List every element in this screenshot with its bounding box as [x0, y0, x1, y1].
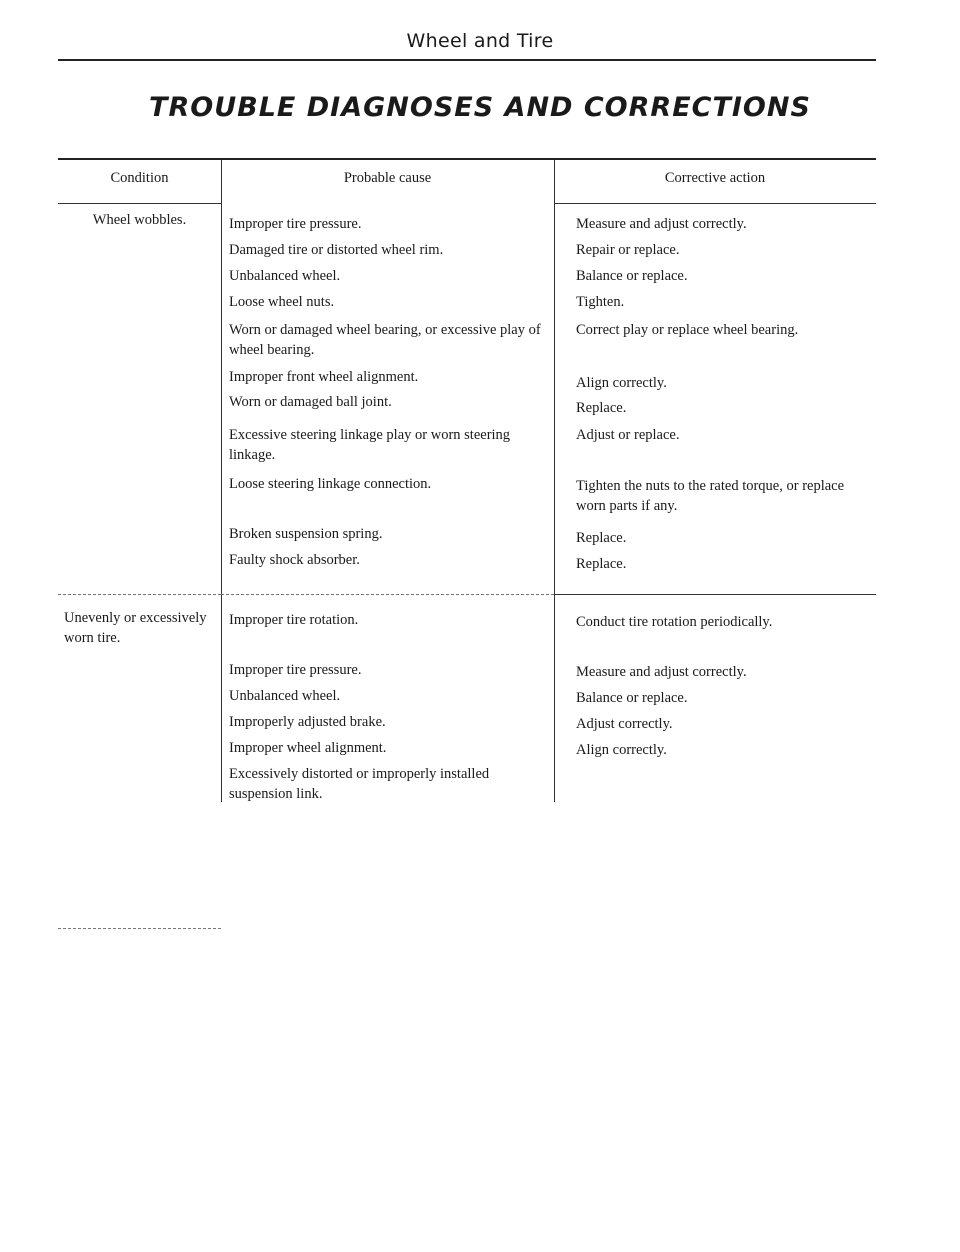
column-header-action: Corrective action — [664, 170, 766, 186]
column-header-cause: Probable cause — [343, 170, 432, 186]
action-cell: Replace. — [576, 556, 627, 572]
cause-cell: Broken suspension spring. — [229, 526, 383, 542]
header-underline-condition — [58, 203, 221, 204]
cause-cell: Excessively distorted or improperly installed suspension link. — [229, 766, 490, 802]
group-divider — [221, 594, 554, 595]
column-divider-cause — [554, 160, 555, 802]
cause-cell: Damaged tire or distorted wheel rim. — [229, 242, 444, 258]
action-cell: Measure and adjust correctly. — [576, 664, 747, 680]
action-cell: Conduct tire rotation periodically. — [576, 614, 773, 630]
action-cell: Adjust correctly. — [576, 716, 673, 732]
cause-cell: Improper tire pressure. — [229, 662, 362, 678]
action-cell: Replace. — [576, 400, 627, 416]
action-cell: Repair or replace. — [576, 242, 680, 258]
action-cell: Correct play or replace wheel bearing. — [576, 322, 799, 338]
group-divider — [58, 928, 221, 929]
page-title: TROUBLE DIAGNOSES AND CORRECTIONS — [149, 92, 811, 123]
cause-cell: Improper tire pressure. — [229, 216, 362, 232]
action-cell: Adjust or replace. — [576, 427, 680, 443]
section-title: Wheel and Tire — [406, 30, 554, 52]
column-header-condition: Condition — [110, 170, 169, 186]
group-divider — [554, 594, 876, 595]
diagnosis-table — [58, 158, 876, 804]
cause-cell: Worn or damaged ball joint. — [229, 394, 392, 410]
cause-cell: Improperly adjusted brake. — [229, 714, 386, 730]
action-cell: Balance or replace. — [576, 268, 688, 284]
cause-cell: Unbalanced wheel. — [229, 688, 341, 704]
cause-cell: Worn or damaged wheel bearing, or excessive play of wheel bearing. — [229, 322, 541, 358]
cause-cell: Faulty shock absorber. — [229, 552, 360, 568]
cause-cell: Excessive steering linkage play or worn steering linkage. — [229, 427, 511, 463]
table-top-rule — [58, 158, 876, 160]
cause-cell: Loose wheel nuts. — [229, 294, 335, 310]
group-divider — [58, 594, 221, 595]
cause-cell: Loose steering linkage connection. — [229, 476, 432, 492]
action-cell: Measure and adjust correctly. — [576, 216, 747, 232]
action-cell: Tighten the nuts to the rated torque, or replace worn parts if any. — [576, 478, 845, 514]
action-cell: Balance or replace. — [576, 690, 688, 706]
action-cell: Align correctly. — [576, 375, 667, 391]
condition-wheel-wobbles: Wheel wobbles. — [92, 212, 187, 228]
action-cell: Tighten. — [576, 294, 625, 310]
cause-cell: Improper wheel alignment. — [229, 740, 387, 756]
action-cell: Align correctly. — [576, 742, 667, 758]
cause-cell: Improper front wheel alignment. — [229, 369, 419, 385]
column-divider-condition — [221, 160, 222, 802]
action-cell: Replace. — [576, 530, 627, 546]
cause-cell: Unbalanced wheel. — [229, 268, 341, 284]
header-rule — [58, 59, 876, 61]
header-underline-action — [554, 203, 876, 204]
cause-cell: Improper tire rotation. — [229, 612, 359, 628]
condition-uneven-wear: Unevenly or excessively worn tire. — [64, 610, 207, 646]
